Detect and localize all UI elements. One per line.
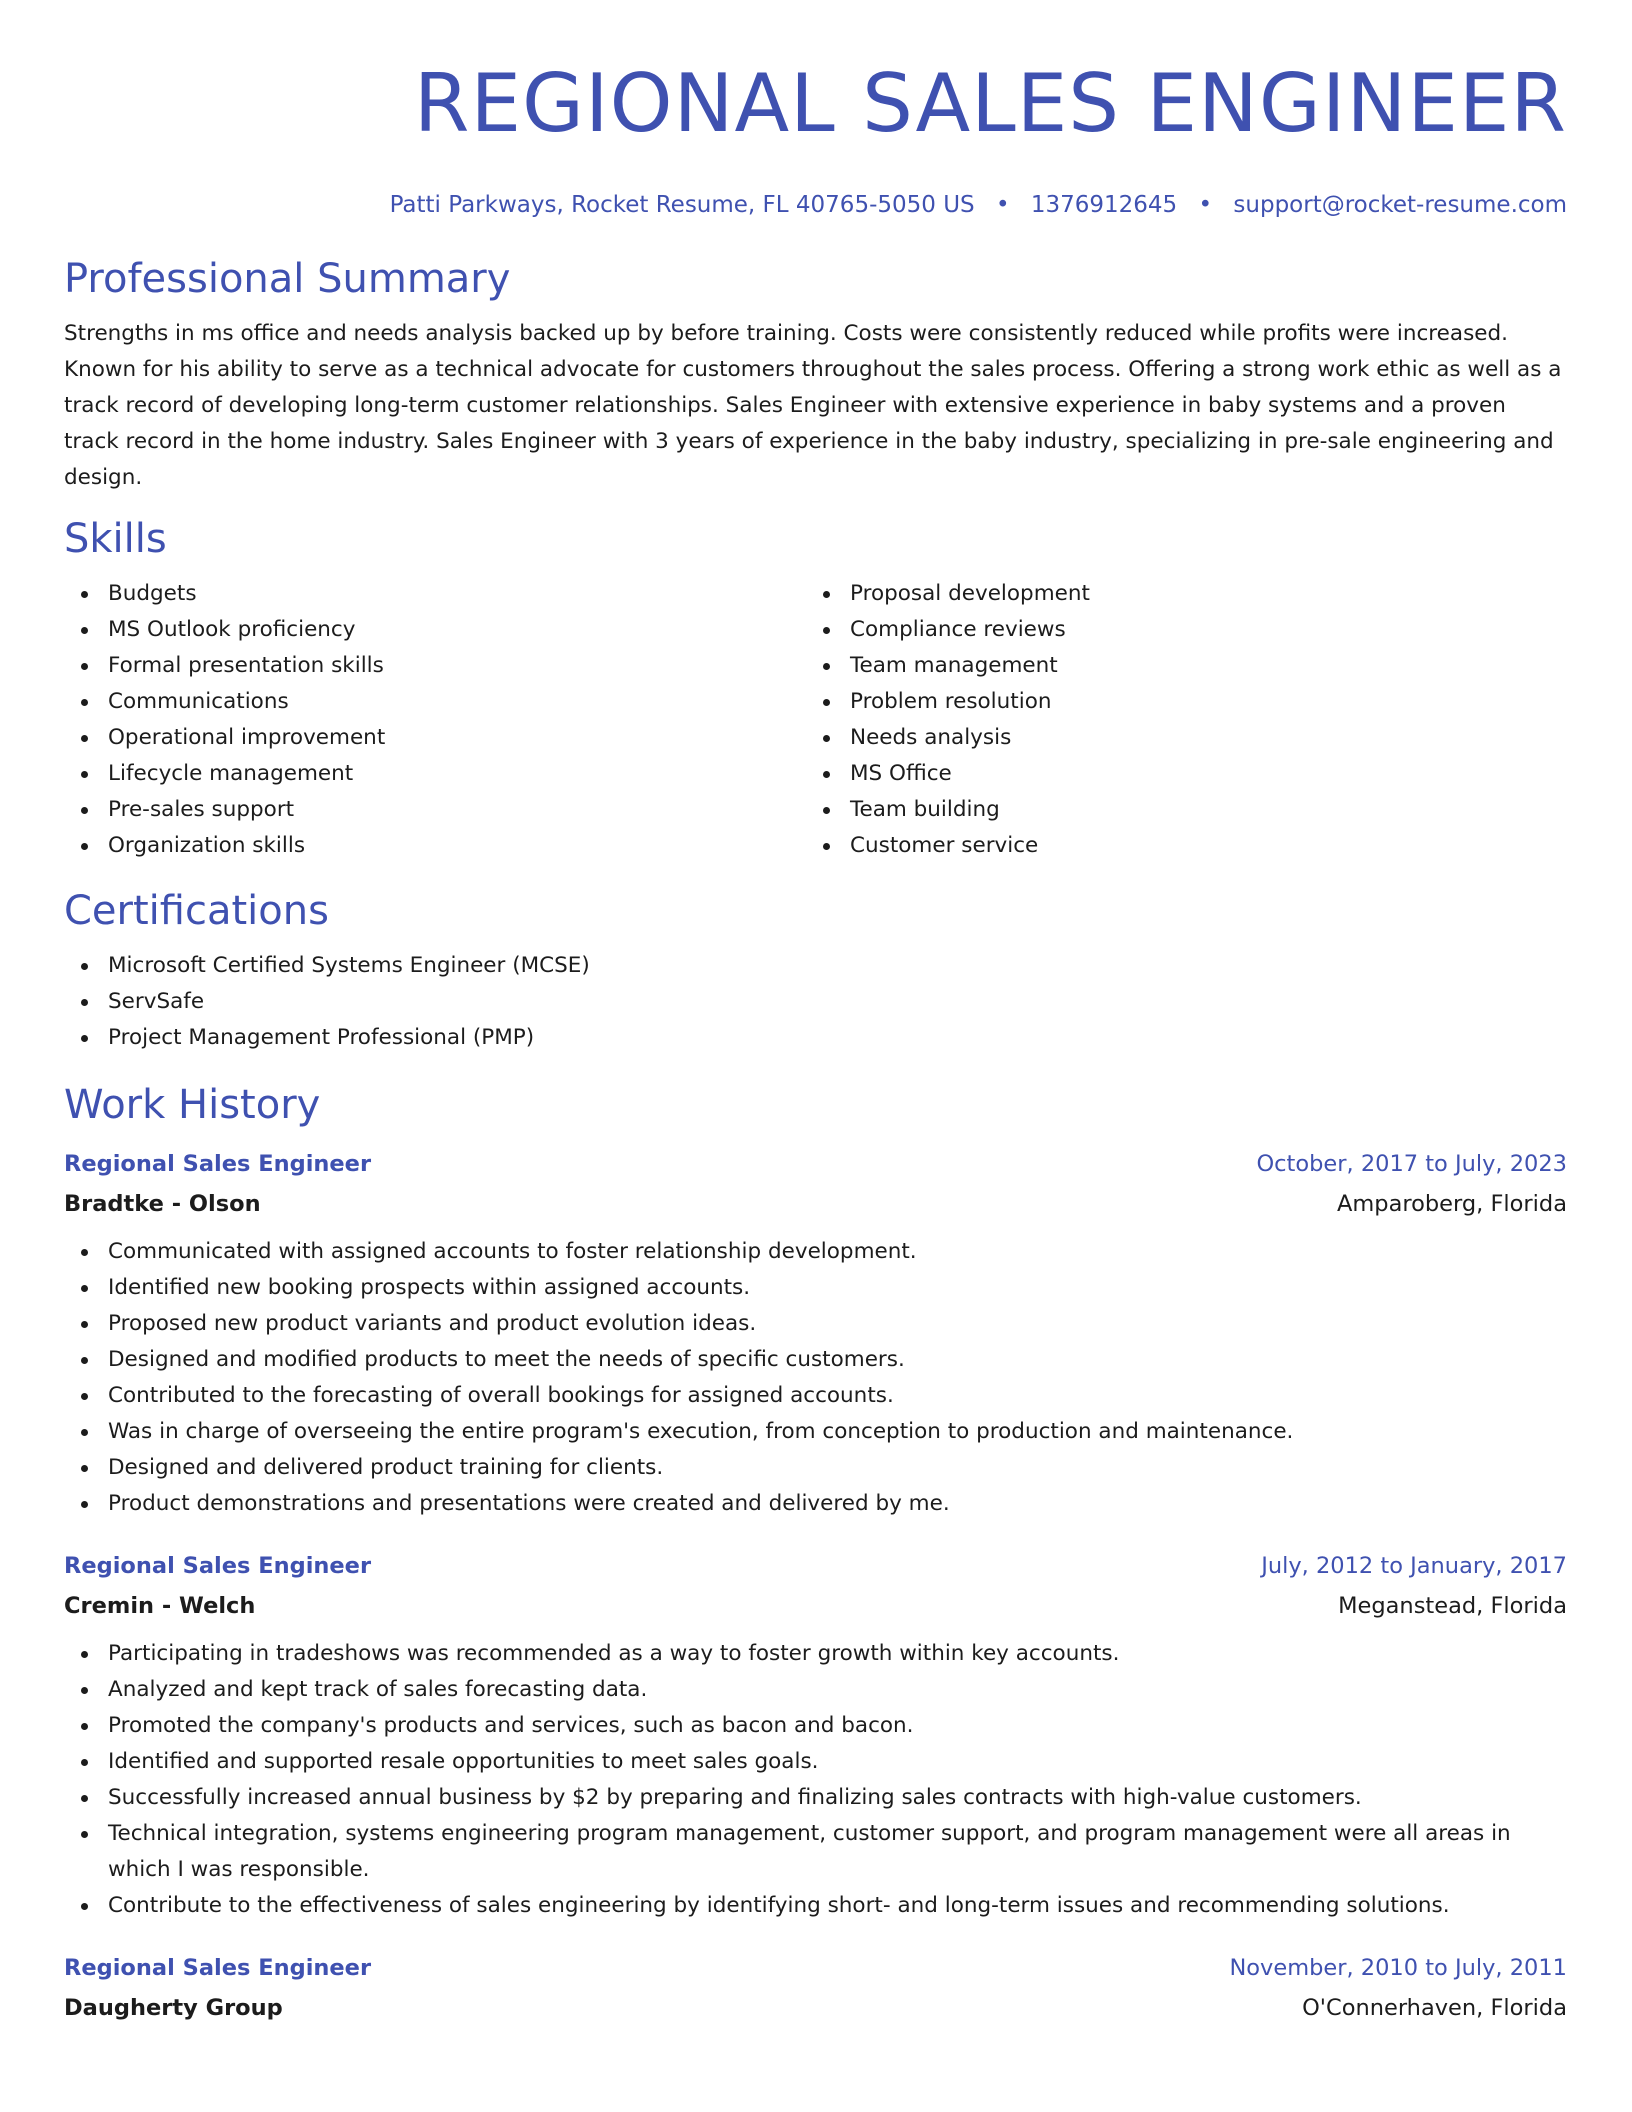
job-duty: Communicated with assigned accounts to foster relationship development. — [64, 1234, 1567, 1270]
job-header-row — [64, 1948, 1567, 1988]
job-dates: October, 2017 to July, 2023 — [1256, 1151, 1567, 1177]
skills-column-left — [64, 576, 806, 864]
skill-item: Organization skills — [64, 828, 806, 864]
skills-heading: Skills — [64, 516, 167, 562]
job-dates: July, 2012 to January, 2017 — [1261, 1553, 1567, 1579]
skill-item: Communications — [64, 684, 806, 720]
job-duty: Contribute to the effectiveness of sales engineering by identifying short- and long-term issues and recommending solutions. — [64, 1888, 1567, 1924]
job-duty: Contributed to the forecasting of overall bookings for assigned accounts. — [64, 1378, 1567, 1414]
skill-item: MS Outlook proficiency — [64, 612, 806, 648]
skill-item: Formal presentation skills — [64, 648, 806, 684]
job-entry — [64, 1948, 1567, 2028]
contact-email[interactable]: support@rocket-resume.com — [1233, 192, 1567, 218]
job-header-row — [64, 1144, 1567, 1184]
summary-text: Strengths in ms office and needs analysis backed up by before training. Costs were consistently reduced while profits were increased. Known for his ability to serve as a technical advocate for customers throughout the sales process. Offering a strong work ethic as well as a track record of developing long-term customer relationships. Sales Engineer with extensive experience in baby systems and a proven track record in the home industry. Sales Engineer with 3 years of experience in the baby industry, specializing in pre-sale engineering and design. — [64, 321, 1562, 490]
skills-grid — [64, 576, 1567, 864]
skill-item: Compliance reviews — [806, 612, 1548, 648]
skill-item: Team management — [806, 648, 1548, 684]
job-location: Meganstead, Florida — [1338, 1593, 1567, 1619]
skill-item: Pre-sales support — [64, 792, 806, 828]
job-duties-list — [64, 1636, 1567, 1924]
contact-line — [64, 190, 1567, 220]
skills-column-right — [806, 576, 1548, 864]
job-duty: Designed and modified products to meet the needs of specific customers. — [64, 1342, 1567, 1378]
job-company: Daugherty Group — [64, 1995, 283, 2021]
skill-item: Needs analysis — [806, 720, 1548, 756]
job-duty: Was in charge of overseeing the entire program's execution, from conception to production and maintenance. — [64, 1414, 1567, 1450]
job-location: O'Connerhaven, Florida — [1302, 1995, 1567, 2021]
summary-heading: Professional Summary — [64, 256, 511, 302]
contact-separator: • — [1198, 192, 1213, 218]
certification-item: Project Management Professional (PMP) — [64, 1020, 1567, 1056]
contact-address: Patti Parkways, Rocket Resume, FL 40765-5050 US — [389, 192, 975, 218]
skill-item: Proposal development — [806, 576, 1548, 612]
certifications-list — [64, 948, 1567, 1056]
job-duty: Technical integration, systems engineering program management, customer support, and program management were all areas in which I was responsible. — [64, 1816, 1567, 1888]
job-duty: Participating in tradeshows was recommended as a way to foster growth within key accounts. — [64, 1636, 1567, 1672]
job-location: Amparoberg, Florida — [1337, 1191, 1567, 1217]
job-duty: Promoted the company's products and services, such as bacon and bacon. — [64, 1708, 1567, 1744]
job-duty: Analyzed and kept track of sales forecasting data. — [64, 1672, 1567, 1708]
job-title: Regional Sales Engineer — [64, 1553, 372, 1579]
certification-item: Microsoft Certified Systems Engineer (MCSE) — [64, 948, 1567, 984]
skill-item: Operational improvement — [64, 720, 806, 756]
job-company-row — [64, 1586, 1567, 1626]
job-company: Cremin - Welch — [64, 1593, 256, 1619]
job-company-row — [64, 1184, 1567, 1224]
job-duty: Identified new booking prospects within assigned accounts. — [64, 1270, 1567, 1306]
skill-item: Lifecycle management — [64, 756, 806, 792]
skills-list-right — [806, 576, 1548, 864]
certification-item: ServSafe — [64, 984, 1567, 1020]
contact-separator: • — [995, 192, 1010, 218]
job-entry — [64, 1546, 1567, 1924]
skill-item: Customer service — [806, 828, 1548, 864]
job-duties-list — [64, 1234, 1567, 1522]
job-company-row — [64, 1988, 1567, 2028]
skill-item: Problem resolution — [806, 684, 1548, 720]
job-duty: Proposed new product variants and product evolution ideas. — [64, 1306, 1567, 1342]
job-entry — [64, 1144, 1567, 1522]
job-duty: Designed and delivered product training for clients. — [64, 1450, 1567, 1486]
work-history-heading: Work History — [64, 1082, 321, 1128]
skill-item: MS Office — [806, 756, 1548, 792]
job-duty: Identified and supported resale opportunities to meet sales goals. — [64, 1744, 1567, 1780]
job-title: Regional Sales Engineer — [64, 1955, 372, 1981]
resume-title: REGIONAL SALES ENGINEER — [413, 57, 1567, 150]
job-header-row — [64, 1546, 1567, 1586]
skill-item: Team building — [806, 792, 1548, 828]
certifications-heading: Certifications — [64, 888, 329, 934]
job-duty: Product demonstrations and presentations were created and delivered by me. — [64, 1486, 1567, 1522]
job-dates: November, 2010 to July, 2011 — [1229, 1955, 1567, 1981]
job-title: Regional Sales Engineer — [64, 1151, 372, 1177]
skills-list-left — [64, 576, 806, 864]
skill-item: Budgets — [64, 576, 806, 612]
job-duty: Successfully increased annual business by $2 by preparing and finalizing sales contracts with high-value customers. — [64, 1780, 1567, 1816]
resume-page — [64, 0, 1567, 2112]
job-company: Bradtke - Olson — [64, 1191, 261, 1217]
contact-phone[interactable]: 1376912645 — [1030, 192, 1178, 218]
